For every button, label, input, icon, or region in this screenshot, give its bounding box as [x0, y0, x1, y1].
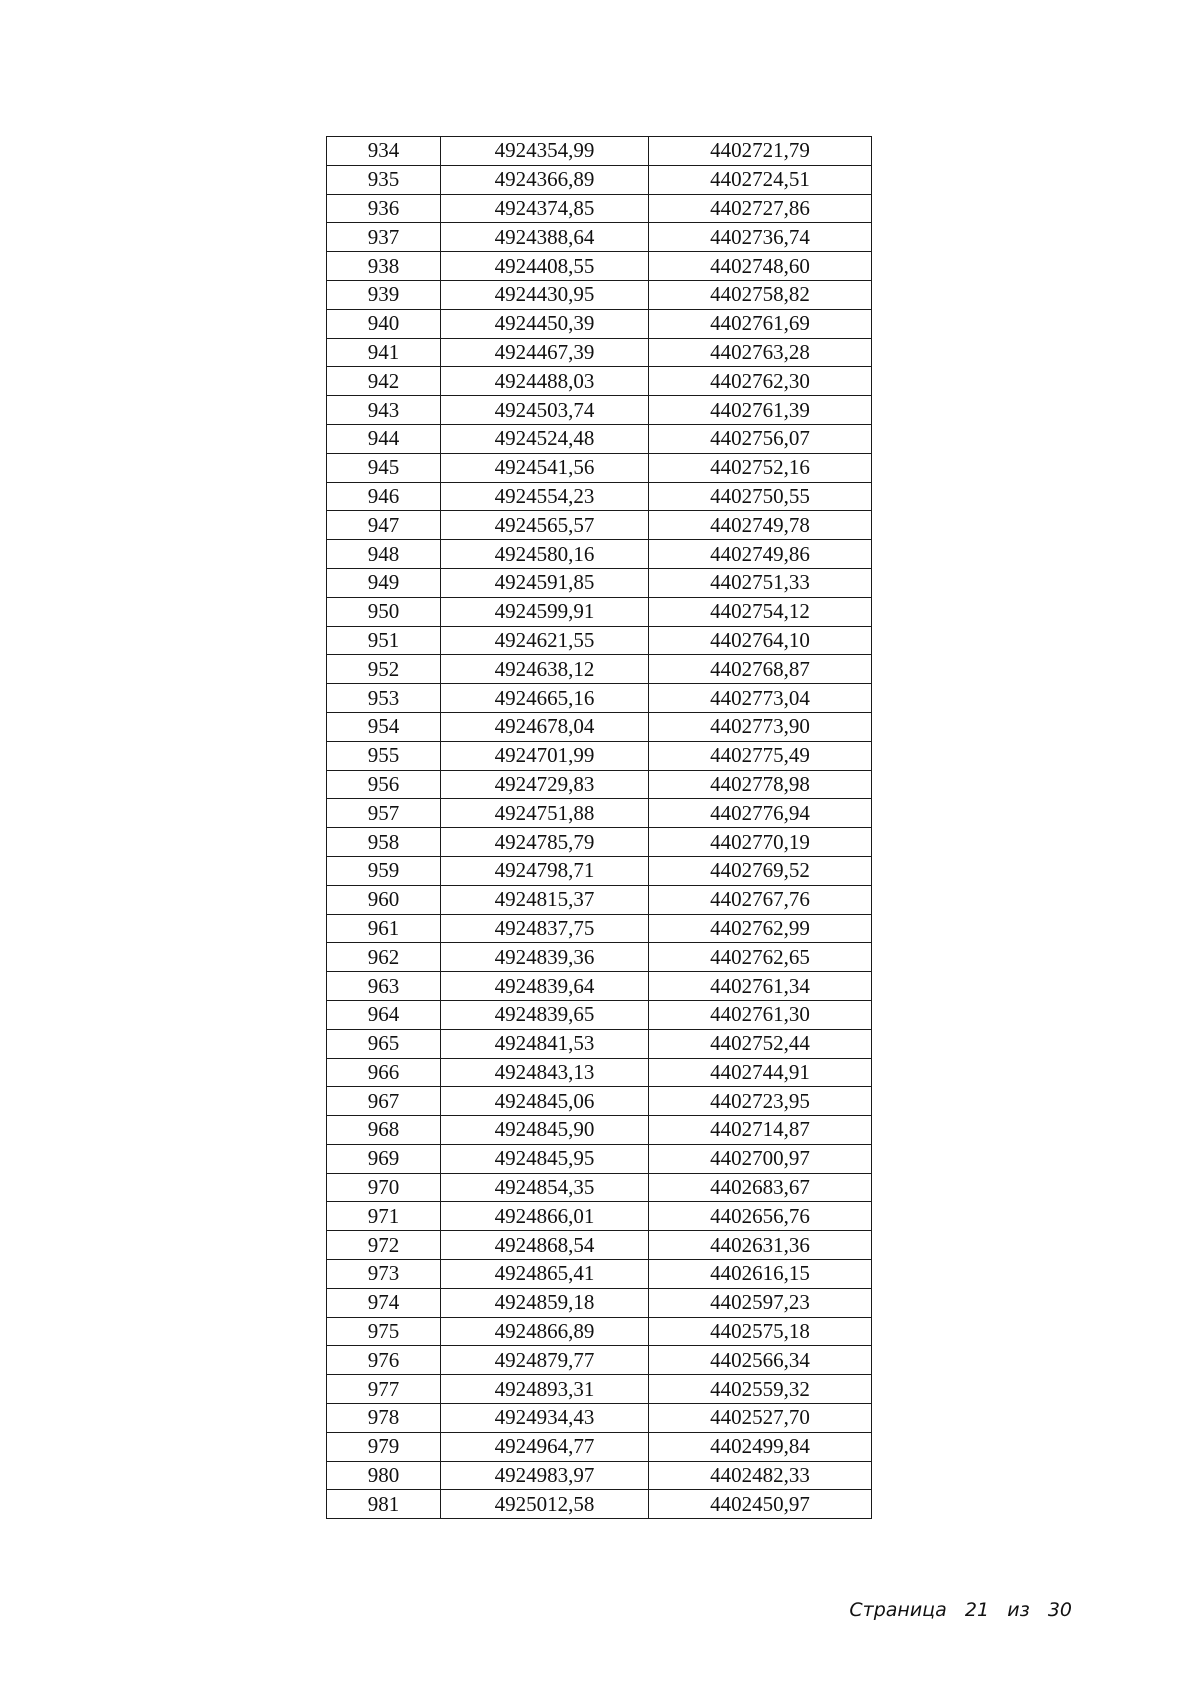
- x-coordinate-cell: 4924839,65: [441, 1000, 649, 1029]
- y-coordinate-cell: 4402748,60: [649, 252, 872, 281]
- y-coordinate-cell: 4402566,34: [649, 1346, 872, 1375]
- table-row: [327, 280, 872, 309]
- point-number-cell: 945: [327, 453, 441, 482]
- y-coordinate-cell: 4402559,32: [649, 1375, 872, 1404]
- y-coordinate-cell: 4402752,16: [649, 453, 872, 482]
- table-row: [327, 1116, 872, 1145]
- point-number-cell: 971: [327, 1202, 441, 1231]
- table-row: [327, 1144, 872, 1173]
- y-coordinate-cell: 4402770,19: [649, 828, 872, 857]
- x-coordinate-cell: 4924408,55: [441, 252, 649, 281]
- x-coordinate-cell: 4924665,16: [441, 684, 649, 713]
- table-row: [327, 1490, 872, 1519]
- y-coordinate-cell: 4402723,95: [649, 1087, 872, 1116]
- table-row: [327, 165, 872, 194]
- y-coordinate-cell: 4402727,86: [649, 194, 872, 223]
- table-row: [327, 540, 872, 569]
- point-number-cell: 970: [327, 1173, 441, 1202]
- x-coordinate-cell: 4925012,58: [441, 1490, 649, 1519]
- point-number-cell: 954: [327, 712, 441, 741]
- table-row: [327, 137, 872, 166]
- table-row: [327, 367, 872, 396]
- y-coordinate-cell: 4402499,84: [649, 1432, 872, 1461]
- point-number-cell: 936: [327, 194, 441, 223]
- y-coordinate-cell: 4402751,33: [649, 568, 872, 597]
- page-separator: из: [1007, 1599, 1030, 1621]
- table-row: [327, 424, 872, 453]
- point-number-cell: 951: [327, 626, 441, 655]
- table-row: [327, 655, 872, 684]
- y-coordinate-cell: 4402749,86: [649, 540, 872, 569]
- x-coordinate-cell: 4924621,55: [441, 626, 649, 655]
- x-coordinate-cell: 4924964,77: [441, 1432, 649, 1461]
- point-number-cell: 949: [327, 568, 441, 597]
- point-number-cell: 937: [327, 223, 441, 252]
- x-coordinate-cell: 4924859,18: [441, 1288, 649, 1317]
- y-coordinate-cell: 4402768,87: [649, 655, 872, 684]
- table-row: [327, 309, 872, 338]
- point-number-cell: 979: [327, 1432, 441, 1461]
- x-coordinate-cell: 4924503,74: [441, 396, 649, 425]
- point-number-cell: 944: [327, 424, 441, 453]
- current-page-number: 21: [964, 1599, 990, 1621]
- x-coordinate-cell: 4924701,99: [441, 741, 649, 770]
- y-coordinate-cell: 4402714,87: [649, 1116, 872, 1145]
- y-coordinate-cell: 4402761,34: [649, 972, 872, 1001]
- table-row: [327, 1000, 872, 1029]
- x-coordinate-cell: 4924866,89: [441, 1317, 649, 1346]
- x-coordinate-cell: 4924934,43: [441, 1404, 649, 1433]
- point-number-cell: 940: [327, 309, 441, 338]
- x-coordinate-cell: 4924450,39: [441, 309, 649, 338]
- table-row: [327, 1087, 872, 1116]
- table-row: [327, 1202, 872, 1231]
- x-coordinate-cell: 4924843,13: [441, 1058, 649, 1087]
- x-coordinate-cell: 4924868,54: [441, 1231, 649, 1260]
- point-number-cell: 952: [327, 655, 441, 684]
- table-row: [327, 223, 872, 252]
- point-number-cell: 976: [327, 1346, 441, 1375]
- y-coordinate-cell: 4402631,36: [649, 1231, 872, 1260]
- table-row: [327, 712, 872, 741]
- table-row: [327, 1029, 872, 1058]
- x-coordinate-cell: 4924565,57: [441, 511, 649, 540]
- point-number-cell: 960: [327, 885, 441, 914]
- point-number-cell: 956: [327, 770, 441, 799]
- point-number-cell: 950: [327, 597, 441, 626]
- table-row: [327, 1404, 872, 1433]
- point-number-cell: 973: [327, 1260, 441, 1289]
- y-coordinate-cell: 4402736,74: [649, 223, 872, 252]
- table-row: [327, 885, 872, 914]
- table-row: [327, 1432, 872, 1461]
- point-number-cell: 978: [327, 1404, 441, 1433]
- x-coordinate-cell: 4924366,89: [441, 165, 649, 194]
- point-number-cell: 968: [327, 1116, 441, 1145]
- y-coordinate-cell: 4402769,52: [649, 856, 872, 885]
- x-coordinate-cell: 4924845,06: [441, 1087, 649, 1116]
- y-coordinate-cell: 4402750,55: [649, 482, 872, 511]
- y-coordinate-cell: 4402773,04: [649, 684, 872, 713]
- table-row: [327, 972, 872, 1001]
- y-coordinate-cell: 4402776,94: [649, 799, 872, 828]
- y-coordinate-cell: 4402482,33: [649, 1461, 872, 1490]
- table-row: [327, 511, 872, 540]
- table-row: [327, 568, 872, 597]
- y-coordinate-cell: 4402683,67: [649, 1173, 872, 1202]
- total-page-count: 30: [1047, 1599, 1072, 1621]
- point-number-cell: 980: [327, 1461, 441, 1490]
- table-row: [327, 482, 872, 511]
- x-coordinate-cell: 4924893,31: [441, 1375, 649, 1404]
- point-number-cell: 961: [327, 914, 441, 943]
- y-coordinate-cell: 4402778,98: [649, 770, 872, 799]
- table-row: [327, 597, 872, 626]
- x-coordinate-cell: 4924729,83: [441, 770, 649, 799]
- x-coordinate-cell: 4924815,37: [441, 885, 649, 914]
- table-row: [327, 1173, 872, 1202]
- y-coordinate-cell: 4402762,99: [649, 914, 872, 943]
- point-number-cell: 946: [327, 482, 441, 511]
- y-coordinate-cell: 4402761,39: [649, 396, 872, 425]
- point-number-cell: 942: [327, 367, 441, 396]
- table-row: [327, 914, 872, 943]
- point-number-cell: 941: [327, 338, 441, 367]
- x-coordinate-cell: 4924785,79: [441, 828, 649, 857]
- x-coordinate-cell: 4924541,56: [441, 453, 649, 482]
- x-coordinate-cell: 4924580,16: [441, 540, 649, 569]
- point-number-cell: 974: [327, 1288, 441, 1317]
- point-number-cell: 969: [327, 1144, 441, 1173]
- x-coordinate-cell: 4924839,36: [441, 943, 649, 972]
- x-coordinate-cell: 4924837,75: [441, 914, 649, 943]
- table-row: [327, 1317, 872, 1346]
- y-coordinate-cell: 4402762,30: [649, 367, 872, 396]
- table-row: [327, 194, 872, 223]
- point-number-cell: 965: [327, 1029, 441, 1058]
- x-coordinate-cell: 4924388,64: [441, 223, 649, 252]
- y-coordinate-cell: 4402767,76: [649, 885, 872, 914]
- x-coordinate-cell: 4924430,95: [441, 280, 649, 309]
- point-number-cell: 981: [327, 1490, 441, 1519]
- x-coordinate-cell: 4924751,88: [441, 799, 649, 828]
- y-coordinate-cell: 4402700,97: [649, 1144, 872, 1173]
- point-number-cell: 958: [327, 828, 441, 857]
- y-coordinate-cell: 4402450,97: [649, 1490, 872, 1519]
- point-number-cell: 972: [327, 1231, 441, 1260]
- x-coordinate-cell: 4924374,85: [441, 194, 649, 223]
- y-coordinate-cell: 4402756,07: [649, 424, 872, 453]
- point-number-cell: 975: [327, 1317, 441, 1346]
- y-coordinate-cell: 4402724,51: [649, 165, 872, 194]
- table-row: [327, 684, 872, 713]
- y-coordinate-cell: 4402763,28: [649, 338, 872, 367]
- x-coordinate-cell: 4924599,91: [441, 597, 649, 626]
- y-coordinate-cell: 4402597,23: [649, 1288, 872, 1317]
- y-coordinate-cell: 4402764,10: [649, 626, 872, 655]
- point-number-cell: 935: [327, 165, 441, 194]
- y-coordinate-cell: 4402575,18: [649, 1317, 872, 1346]
- table-row: [327, 252, 872, 281]
- y-coordinate-cell: 4402773,90: [649, 712, 872, 741]
- y-coordinate-cell: 4402527,70: [649, 1404, 872, 1433]
- table-row: [327, 1288, 872, 1317]
- table-row: [327, 799, 872, 828]
- x-coordinate-cell: 4924488,03: [441, 367, 649, 396]
- point-number-cell: 947: [327, 511, 441, 540]
- table-row: [327, 741, 872, 770]
- point-number-cell: 966: [327, 1058, 441, 1087]
- x-coordinate-cell: 4924591,85: [441, 568, 649, 597]
- x-coordinate-cell: 4924879,77: [441, 1346, 649, 1375]
- y-coordinate-cell: 4402758,82: [649, 280, 872, 309]
- point-number-cell: 957: [327, 799, 441, 828]
- table-row: [327, 1231, 872, 1260]
- point-number-cell: 948: [327, 540, 441, 569]
- page-label: Страница: [849, 1599, 947, 1621]
- x-coordinate-cell: 4924354,99: [441, 137, 649, 166]
- table-row: [327, 1058, 872, 1087]
- table-row: [327, 338, 872, 367]
- x-coordinate-cell: 4924467,39: [441, 338, 649, 367]
- point-number-cell: 953: [327, 684, 441, 713]
- point-number-cell: 939: [327, 280, 441, 309]
- point-number-cell: 977: [327, 1375, 441, 1404]
- x-coordinate-cell: 4924841,53: [441, 1029, 649, 1058]
- point-number-cell: 964: [327, 1000, 441, 1029]
- table-row: [327, 453, 872, 482]
- x-coordinate-cell: 4924638,12: [441, 655, 649, 684]
- y-coordinate-cell: 4402761,69: [649, 309, 872, 338]
- y-coordinate-cell: 4402656,76: [649, 1202, 872, 1231]
- y-coordinate-cell: 4402749,78: [649, 511, 872, 540]
- point-number-cell: 959: [327, 856, 441, 885]
- table-row: [327, 770, 872, 799]
- x-coordinate-cell: 4924524,48: [441, 424, 649, 453]
- x-coordinate-cell: 4924678,04: [441, 712, 649, 741]
- x-coordinate-cell: 4924983,97: [441, 1461, 649, 1490]
- table-row: [327, 1461, 872, 1490]
- x-coordinate-cell: 4924845,90: [441, 1116, 649, 1145]
- table-row: [327, 1346, 872, 1375]
- y-coordinate-cell: 4402721,79: [649, 137, 872, 166]
- y-coordinate-cell: 4402616,15: [649, 1260, 872, 1289]
- point-number-cell: 943: [327, 396, 441, 425]
- table-row: [327, 626, 872, 655]
- coordinates-table: [326, 136, 872, 1519]
- table-row: [327, 396, 872, 425]
- x-coordinate-cell: 4924845,95: [441, 1144, 649, 1173]
- point-number-cell: 963: [327, 972, 441, 1001]
- x-coordinate-cell: 4924798,71: [441, 856, 649, 885]
- point-number-cell: 967: [327, 1087, 441, 1116]
- y-coordinate-cell: 4402775,49: [649, 741, 872, 770]
- x-coordinate-cell: 4924866,01: [441, 1202, 649, 1231]
- x-coordinate-cell: 4924854,35: [441, 1173, 649, 1202]
- table-row: [327, 856, 872, 885]
- page-number-footer: [849, 1599, 1072, 1621]
- x-coordinate-cell: 4924839,64: [441, 972, 649, 1001]
- x-coordinate-cell: 4924865,41: [441, 1260, 649, 1289]
- point-number-cell: 938: [327, 252, 441, 281]
- y-coordinate-cell: 4402752,44: [649, 1029, 872, 1058]
- y-coordinate-cell: 4402744,91: [649, 1058, 872, 1087]
- table-row: [327, 1375, 872, 1404]
- point-number-cell: 934: [327, 137, 441, 166]
- y-coordinate-cell: 4402762,65: [649, 943, 872, 972]
- y-coordinate-cell: 4402761,30: [649, 1000, 872, 1029]
- table-row: [327, 828, 872, 857]
- coordinates-table-body: [327, 137, 872, 1519]
- point-number-cell: 955: [327, 741, 441, 770]
- table-row: [327, 943, 872, 972]
- x-coordinate-cell: 4924554,23: [441, 482, 649, 511]
- table-row: [327, 1260, 872, 1289]
- point-number-cell: 962: [327, 943, 441, 972]
- y-coordinate-cell: 4402754,12: [649, 597, 872, 626]
